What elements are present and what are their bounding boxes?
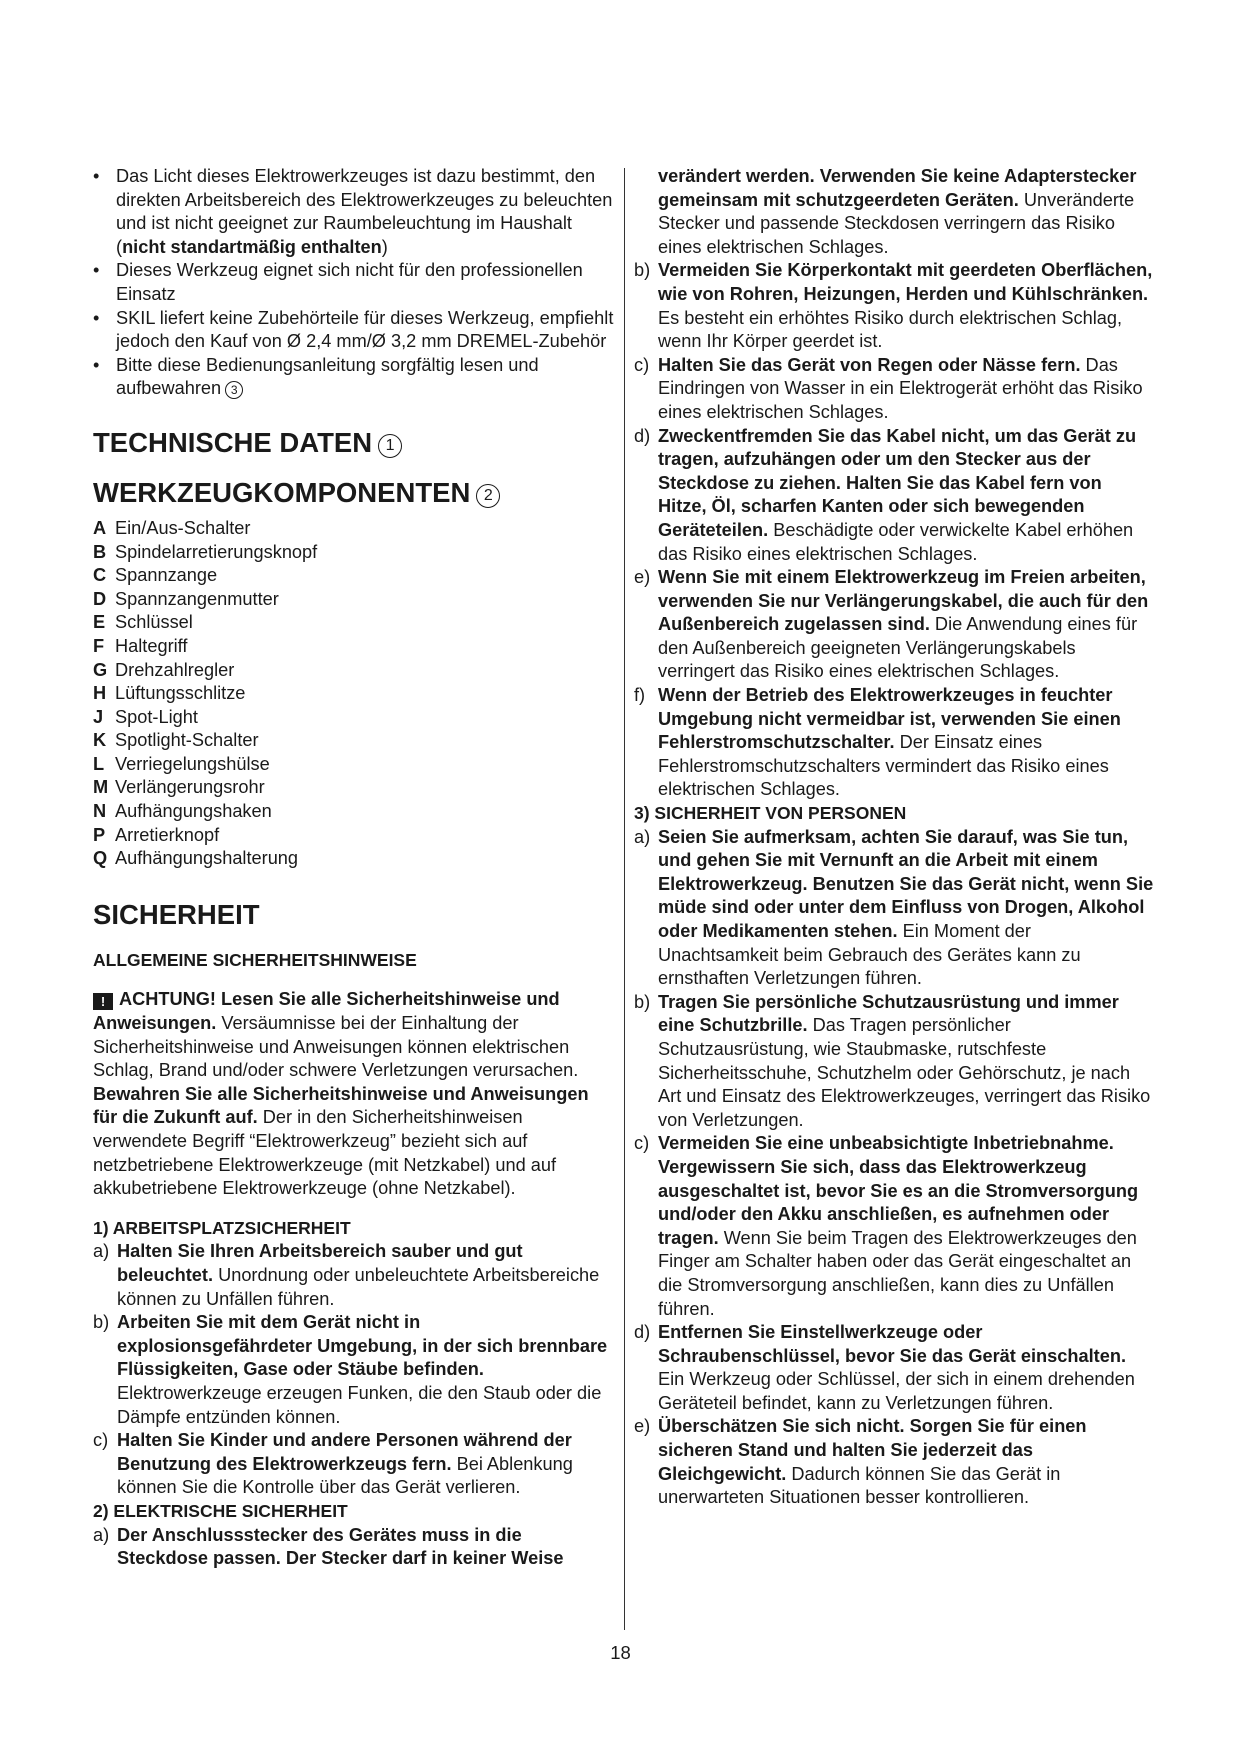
rule-item: b) Vermeiden Sie Körperkontakt mit geerdeten Oberflächen, wie von Rohren, Heizungen, Herden und Kühlschränken. Es besteht ein erhöhtes Risiko durch elektrischen Schlag, wenn Ihr Körper geerdet ist. xyxy=(634,260,1153,352)
component-item: Q Aufhängungshalterung xyxy=(93,848,299,869)
technische-daten-heading: TECHNISCHE DATEN 1 xyxy=(93,427,615,459)
bullet-light: • Das Licht dieses Elektrowerkzeuges ist dazu bestimmt, den direkten Arbeitsbereich des Elektrowerkzeuges zu beleuchten und ist nicht geeignet zur Raumbeleuchtung im Haushalt (nicht standartmäßig enthalten) xyxy=(93,165,615,259)
component-item: H Lüftungsschlitze xyxy=(93,683,246,704)
warning-icon: ! xyxy=(93,993,113,1010)
bullet-read-manual: • Bitte diese Bedienungsanleitung sorgfältig lesen und aufbewahren 3 xyxy=(93,354,615,401)
rule-item: b) Tragen Sie persönliche Schutzausrüstung und immer eine Schutzbrille. Das Tragen persönlicher Schutzausrüstung, wie Staubmaske, rutschfeste Sicherheitsschuhe, Schutzhelm oder Gehörschutz, je nach Art und Einsatz des Elektrowerkzeuges, verringert das Risiko von Verletzungen. xyxy=(634,991,1151,1130)
bullet-not-professional: • Dieses Werkzeug eignet sich nicht für den professionellen Einsatz xyxy=(93,259,615,306)
right-column xyxy=(634,165,1154,1510)
component-item: K Spotlight-Schalter xyxy=(93,730,259,751)
component-item: F Haltegriff xyxy=(93,635,188,656)
component-item: B Spindelarretierungsknopf xyxy=(93,541,318,562)
allgemeine-sicherheitshinweise-heading: ALLGEMEINE SICHERHEITSHINWEISE xyxy=(93,949,417,970)
left-column xyxy=(93,165,615,1571)
elektrische-sicherheit-heading: 2) ELEKTRISCHE SICHERHEIT xyxy=(93,1500,348,1521)
figure-ref-2: 2 xyxy=(476,484,500,508)
rule-item: c) Halten Sie das Gerät von Regen oder Nässe fern. Das Eindringen von Wasser in ein Elektrogerät erhöht das Risiko eines elektrischen Schlages. xyxy=(634,354,1143,422)
component-item: E Schlüssel xyxy=(93,612,193,633)
rule-item: e) Wenn Sie mit einem Elektrowerkzeug im Freien arbeiten, verwenden Sie nur Verlängerungskabel, die auch für den Außenbereich zugelassen sind. Die Anwendung eines für den Außenbereich geeigneten Verlängerungskabels verringert das Risiko eines elektrischen Schlages. xyxy=(634,567,1149,682)
component-list xyxy=(93,517,615,871)
component-item: A Ein/Aus-Schalter xyxy=(93,517,251,538)
bullet-accessories: • SKIL liefert keine Zubehörteile für dieses Werkzeug, empfiehlt jedoch den Kauf von Ø 2,4 mm/Ø 3,2 mm DREMEL-Zubehör xyxy=(93,307,615,354)
component-item: P Arretierknopf xyxy=(93,824,220,845)
sicherheit-von-personen-heading: 3) SICHERHEIT VON PERSONEN xyxy=(634,803,907,824)
rule-item: a) Seien Sie aufmerksam, achten Sie darauf, was Sie tun, und gehen Sie mit Vernunft an die Arbeit mit einem Elektrowerkzeug. Benutzen Sie das Gerät nicht, wenn Sie müde sind oder unter dem Einfluss von Drogen, Alkohol oder Medikamenten stehen. Ein Moment der Unachtsamkeit beim Gebrauch des Gerätes kann zu ernsthaften Verletzungen führen. xyxy=(634,826,1154,989)
component-item: C Spannzange xyxy=(93,565,218,586)
rule-item: a) Der Anschlussstecker des Gerätes muss in die Steckdose passen. Der Stecker darf in keiner Weise xyxy=(93,1524,564,1569)
rule-item: c) Vermeiden Sie eine unbeabsichtigte Inbetriebnahme. Vergewissern Sie sich, dass das Elektrowerkzeug ausgeschaltet ist, bevor Sie es an die Stromversorgung und/oder den Akku anschließen, es aufnehmen oder tragen. Wenn Sie beim Tragen des Elektrowerkzeuges den Finger am Schalter haben oder das Gerät eingeschaltet an die Stromversorgung anschließen, kann dies zu Unfällen führen. xyxy=(634,1133,1139,1319)
component-item: N Aufhängungshaken xyxy=(93,801,272,822)
rule-item: a) Halten Sie Ihren Arbeitsbereich sauber und gut beleuchtet. Unordnung oder unbeleuchtete Arbeitsbereiche können zu Unfällen führen. xyxy=(93,1241,600,1309)
rule-item: e) Überschätzen Sie sich nicht. Sorgen Sie für einen sicheren Stand und halten Sie jederzeit das Gleichgewicht. Dadurch können Sie das Gerät in unerwarteten Situationen besser kontrollieren. xyxy=(634,1416,1087,1508)
rule-item: d) Entfernen Sie Einstellwerkzeuge oder Schraubenschlüssel, bevor Sie das Gerät einschalten. Ein Werkzeug oder Schlüssel, der sich in einem drehenden Geräteteil befindet, kann zu Verletzungen führen. xyxy=(634,1322,1135,1413)
rule-item: d) Zweckentfremden Sie das Kabel nicht, um das Gerät zu tragen, aufzuhängen oder um den Stecker aus der Steckdose zu ziehen. Halten Sie das Kabel fern von Hitze, Öl, scharfen Kanten oder sich bewegenden Geräteteilen. Beschädigte oder verwickelte Kabel erhöhen das Risiko eines elektrischen Schlages. xyxy=(634,425,1137,564)
page-number: 18 xyxy=(610,1642,631,1663)
rule-item-continued: verändert werden. Verwenden Sie keine Adapterstecker gemeinsam mit schutzgeerdeten Geräten. Unveränderte Stecker und passende Steckdosen verringern das Risiko eines elektrischen Schlages. xyxy=(658,166,1137,257)
arbeitsplatzsicherheit-heading: 1) ARBEITSPLATZSICHERHEIT xyxy=(93,1217,351,1238)
werkzeugkomponenten-heading: WERKZEUGKOMPONENTEN 2 xyxy=(93,477,615,509)
column-divider xyxy=(624,168,625,1630)
figure-ref-1: 1 xyxy=(378,434,402,458)
rule-item: c) Halten Sie Kinder und andere Personen während der Benutzung des Elektrowerkzeugs fern. Bei Ablenkung können Sie die Kontrolle über das Gerät verlieren. xyxy=(93,1430,573,1498)
component-item: J Spot-Light xyxy=(93,706,198,727)
rule-item: b) Arbeiten Sie mit dem Gerät nicht in explosionsgefährdeter Umgebung, in der sich brennbare Flüssigkeiten, Gase oder Stäube befinden. Elektrowerkzeuge erzeugen Funken, die den Staub oder die Dämpfe entzünden können. xyxy=(93,1312,608,1427)
intro-bullets xyxy=(93,165,615,401)
figure-ref-3: 3 xyxy=(225,381,243,399)
sicherheit-heading: SICHERHEIT xyxy=(93,898,260,930)
rule-item: f) Wenn der Betrieb des Elektrowerkzeuges in feuchter Umgebung nicht vermeidbar ist, verwenden Sie einen Fehlerstromschutzschalter. Der Einsatz eines Fehlerstromschutzschalters vermindert das Risiko eines elektrischen Schlages. xyxy=(634,685,1121,800)
component-item: L Verriegelungshülse xyxy=(93,753,270,774)
component-item: D Spannzangenmutter xyxy=(93,588,279,609)
warning-paragraph: ! ACHTUNG! Lesen Sie alle Sicherheitshinweise und Anweisungen. Versäumnisse bei der Einhaltung der Sicherheitshinweise und Anweisungen können elektrischen Schlag, Brand und/oder schwere Verletzungen verursachen. Bewahren Sie alle Sicherheitshinweise und Anweisungen für die Zukunft auf. Der in den Sicherheitshinweisen verwendete Begriff “Elektrowerkzeug” bezieht sich auf netzbetriebene Elektrowerkzeuge (mit Netzkabel) und auf akkubetriebene Elektrowerkzeuge (ohne Netzkabel). xyxy=(93,989,589,1199)
component-item: G Drehzahlregler xyxy=(93,659,235,680)
component-item: M Verlängerungsrohr xyxy=(93,777,265,798)
